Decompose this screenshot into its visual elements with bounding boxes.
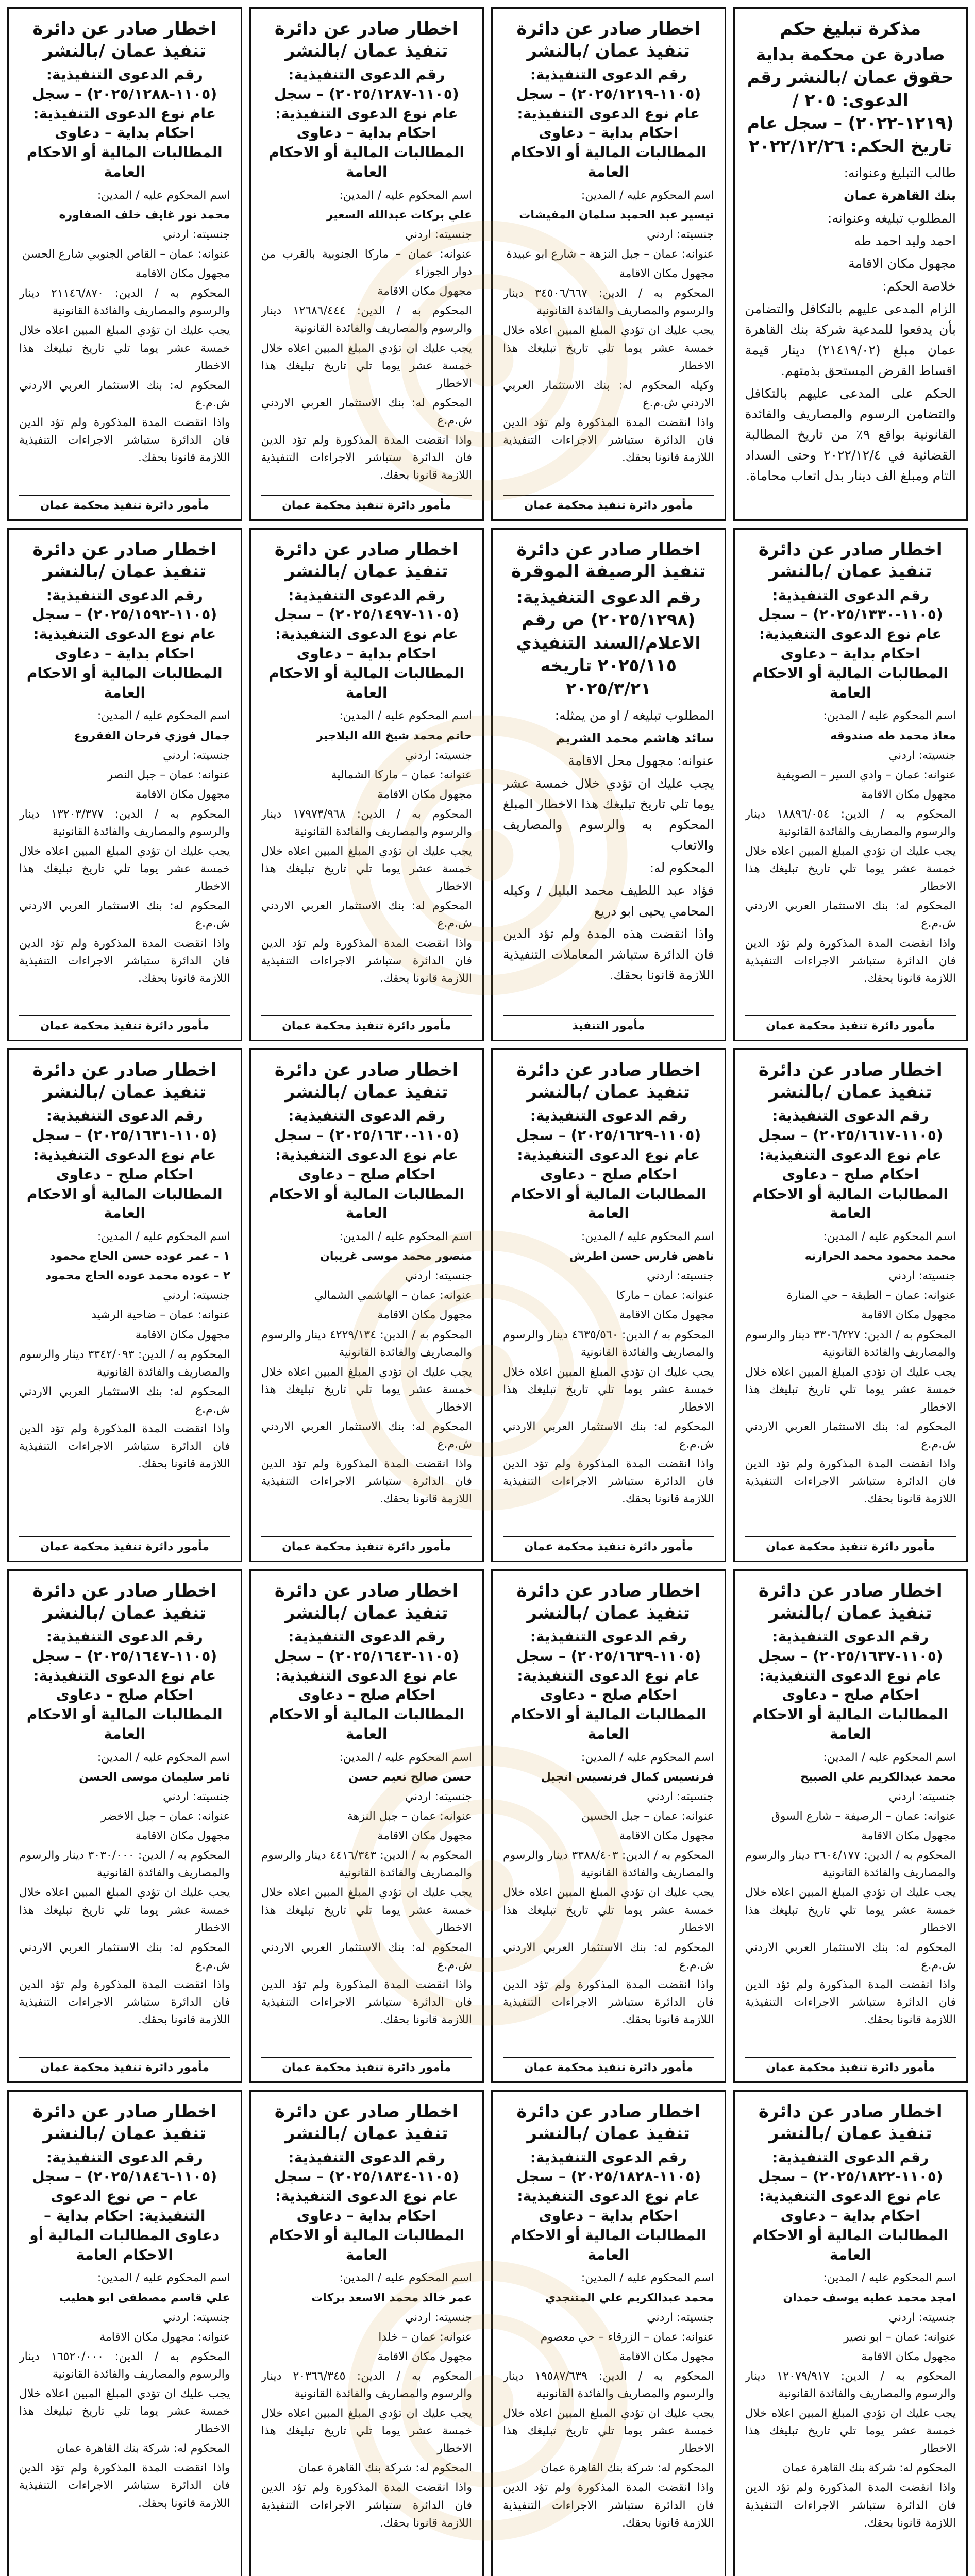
- notice-line: جنسيته: اردني: [888, 749, 956, 762]
- legal-notice: [491, 1048, 726, 1562]
- notice-title: اخطار صادر عن دائرة تنفيذ عمان /بالنشر: [32, 2101, 217, 2144]
- notice-line: فرنسيس كمال فرنسيس انجيل: [541, 1770, 714, 1784]
- notice-line: مجهول مكان الاقامة: [861, 1829, 956, 1843]
- legal-notice: [491, 528, 726, 1042]
- notice-line: المطلوب تبليغه وعنوانه:: [827, 211, 956, 226]
- notice-line: المحكوم له: بنك الاستثمار العربي الاردني ش.م.ع: [503, 1941, 714, 1972]
- notice-case-header: رقم الدعوى التنفيذية: (١١٠٥-٢٠٢٥/١٨٢٨) – سجل عام نوع الدعوى التنفيذية: احكام بداية – دعاوى المطالبات المالية أو الاحكام العامة: [510, 2148, 707, 2263]
- notice-line: المحكوم له: بنك الاستثمار العربي الاردني ش.م.ع: [745, 1941, 956, 1972]
- notice-line: عنوانه: عمان – خلدا: [378, 2330, 472, 2344]
- notice-signature: مأمور دائرة تنفيذ محكمة عمان: [745, 2057, 956, 2074]
- notice-title: اخطار صادر عن دائرة تنفيذ عمان /بالنشر: [32, 1581, 217, 1623]
- notice-line: المحكوم به / الدين: ٣٣٨٨/٤٠٣ دينار والرسوم والمصاريف والفائدة القانونية: [503, 1849, 714, 1880]
- notice-line: المحكوم له: شركة بنك القاهرة عمان: [540, 2462, 714, 2475]
- notice-line: المحكوم به / الدين: ١٣٢٠٣/٣٧٧ دينار والرسوم والمصاريف والفائدة القانونية: [19, 807, 230, 838]
- notice-line: عنوانه: عمان – جبل الحسين: [581, 1810, 714, 1823]
- notice-signature: مأمور التنفيذ: [503, 1015, 714, 1032]
- notice-line: يجب عليك ان تؤدي المبلغ المبين اعلاه خلال خمسة عشر يوما تلي تاريخ تبليغك هذا الاخطار: [745, 1365, 956, 1414]
- notice-body: [745, 2269, 956, 2573]
- notice-line: اسم المحكوم عليه / المدين:: [581, 1751, 714, 1764]
- notice-line: يجب عليك ان تؤدي المبلغ المبين اعلاه خلال خمسة عشر يوما تلي تاريخ تبليغك هذا الاخطار: [503, 2407, 714, 2455]
- notice-line: جنسيته: اردني: [405, 2311, 472, 2324]
- notice-line: جنسيته: اردني: [163, 1790, 230, 1803]
- notice-title: اخطار صادر عن دائرة تنفيذ عمان /بالنشر: [274, 19, 459, 61]
- notice-title: اخطار صادر عن دائرة تنفيذ عمان /بالنشر: [758, 1581, 943, 1623]
- notice-title: اخطار صادر عن دائرة تنفيذ عمان /بالنشر: [516, 2101, 701, 2144]
- notice-title: اخطار صادر عن دائرة تنفيذ عمان /بالنشر: [758, 539, 943, 582]
- notice-line: مجهول مكان الاقامة: [135, 1328, 230, 1342]
- notice-case-header: رقم الدعوى التنفيذية: (١١٠٥-٢٠٢٥/١٨٣٤) – سجل عام نوع الدعوى التنفيذية: احكام بداية – دعاوى المطالبات المالية أو الاحكام العامة: [268, 2148, 465, 2263]
- notice-line: واذا انقضت المدة المذكورة ولم تؤد الدين فان الدائرة ستباشر الاجراءات التنفيذية اللازمة قانونا بحقك.: [19, 416, 230, 465]
- notice-line: واذا انقضت المدة المذكورة ولم تؤد الدين فان الدائرة ستباشر الاجراءات التنفيذية اللازمة قانونا بحقك.: [261, 434, 472, 482]
- notice-line: يجب عليك ان تؤدي المبلغ المبين اعلاه خلال خمسة عشر يوما تلي تاريخ تبليغك هذا الاخطار: [503, 1886, 714, 1935]
- notice-line: جنسيته: اردني: [163, 228, 230, 241]
- notice-line: خلاصة الحكم:: [882, 279, 956, 294]
- notice-line: بنك القاهرة عمان: [844, 188, 956, 204]
- notice-line: المحكوم به / الدين: ٣٠٣٠/٠٠٠ دينار والرسوم والمصاريف والفائدة القانونية: [19, 1849, 230, 1880]
- notice-line: جنسيته: اردني: [888, 1269, 956, 1283]
- notice-line: طالب التبليغ وعنوانه:: [844, 165, 956, 181]
- notice-line: واذا انقضت المدة المذكورة ولم تؤد الدين فان الدائرة ستباشر الاجراءات التنفيذية اللازمة قانونا بحقك.: [503, 1978, 714, 2027]
- notice-line: يجب عليك ان تؤدي المبلغ المبين اعلاه خلال خمسة عشر يوما تلي تاريخ تبليغك هذا الاخطار: [261, 1886, 472, 1935]
- notice-line: المحكوم به / الدين: ٢٠٣٦٦/٣٤٥ دينار والرسوم والمصاريف والفائدة القانونية: [261, 2369, 472, 2400]
- notice-line: المحكوم به / الدين: ٤٤١٦/٣٤٣ دينار والرسوم والمصاريف والفائدة القانونية: [261, 1849, 472, 1880]
- legal-notice: [733, 2090, 968, 2576]
- notice-title: مذكرة تبليغ حكم: [780, 19, 921, 39]
- notice-line: اسم المحكوم عليه / المدين:: [339, 1751, 472, 1764]
- notice-line: واذا انقضت المدة المذكورة ولم تؤد الدين فان الدائرة ستباشر الاجراءات التنفيذية اللازمة قانونا بحقك.: [503, 2481, 714, 2530]
- notice-case-header: رقم الدعوى التنفيذية: (١١٠٥-٢٠٢٥/١٢٨٧) – سجل عام نوع الدعوى التنفيذية: احكام بداية – دعاوى المطالبات المالية أو الاحكام العامة: [268, 66, 465, 180]
- notice-line: المحكوم له: بنك الاستثمار العربي الاردني ش.م.ع: [19, 900, 230, 930]
- notice-signature: مأمور دائرة تنفيذ محكمة عمان: [261, 1536, 473, 1553]
- notice-line: جنسيته: اردني: [163, 2311, 230, 2324]
- notice-case-header: رقم الدعوى التنفيذية: (١١٠٥-٢٠٢٥/١٦١٧) – سجل عام نوع الدعوى التنفيذية: احكام صلح – دعاوى المطالبات المالية أو الاحكام العامة: [752, 1107, 949, 1222]
- notice-line: عنوانه: عمان – وادي السير – الصويفية: [776, 768, 956, 782]
- notice-line: اسم المحكوم عليه / المدين:: [97, 709, 230, 723]
- notice-line: المحكوم به / الدين: ١٢٦٨٦/٤٤٤ دينار والرسوم والمصاريف والفائدة القانونية: [261, 304, 472, 335]
- legal-notice: [7, 528, 242, 1042]
- notice-line: المحكوم به / الدين: ٢١١٤٦/٨٧٠ دينار والرسوم والمصاريف والفائدة القانونية: [19, 287, 230, 318]
- notice-line: اسم المحكوم عليه / المدين:: [581, 1230, 714, 1244]
- notice-line: المحكوم له: بنك الاستثمار العربي الاردني ش.م.ع: [19, 1385, 230, 1416]
- notice-case-header: رقم الدعوى التنفيذية: (١١٠٥-٢٠٢٥/١٢١٩) – سجل عام نوع الدعوى التنفيذية: احكام بداية – دعاوى المطالبات المالية أو الاحكام العامة: [510, 66, 707, 180]
- notice-line: المحكوم له: شركة بنك القاهرة عمان: [782, 2462, 956, 2475]
- notice-line: اسم المحكوم عليه / المدين:: [581, 2272, 714, 2285]
- notice-line: معاذ محمد طه صندوقه: [830, 729, 956, 742]
- notice-case-header: صادرة عن محكمة بداية حقوق عمان /بالنشر رقم الدعوى: ٢٠٥ / (١٢١٩-٢٠٢٢) – سجل عام تاريخ الحكم: ٢٠٢٢/١٢/٢٦: [747, 44, 954, 156]
- notice-line: محمد عبدالكريم علي المتنجدي: [545, 2291, 714, 2304]
- notice-title: اخطار صادر عن دائرة تنفيذ عمان /بالنشر: [274, 1581, 459, 1623]
- notice-line: مجهول مكان الاقامة: [861, 2350, 956, 2363]
- notice-line: جنسيته: اردني: [647, 1269, 714, 1283]
- notice-signature: مأمور دائرة تنفيذ محكمة عمان: [261, 495, 473, 512]
- notice-line: يجب عليك ان تؤدي المبلغ المبين اعلاه خلال خمسة عشر يوما تلي تاريخ تبليغك هذا الاخطار: [261, 845, 472, 893]
- notice-line: محمد عبدالكريم علي الصبيح: [800, 1770, 956, 1784]
- notice-line: علي قاسم مصطفى ابو هطيب: [59, 2291, 230, 2304]
- notice-line: جنسيته: اردني: [405, 228, 472, 241]
- notice-case-header: رقم الدعوى التنفيذية: (١١٠٥-٢٠٢٥/١٨٤٦) – سجل عام – ص نوع الدعوى التنفيذية: احكام بداية – دعاوى المطالبات المالية أو الاحكام العامة: [29, 2148, 220, 2263]
- notice-body: [503, 1228, 714, 1532]
- notice-line: اسم المحكوم عليه / المدين:: [823, 709, 956, 723]
- notice-body: [19, 1228, 230, 1532]
- notice-line: ثامر سليمان موسى الحسن: [79, 1770, 230, 1784]
- notice-body: [261, 187, 473, 491]
- notice-line: يجب عليك ان تؤدي المبلغ المبين اعلاه خلال خمسة عشر يوما تلي تاريخ تبليغك هذا الاخطار: [261, 342, 472, 390]
- notice-body: [503, 187, 714, 491]
- notice-line: المحكوم به / الدين: ٤٢٢٩/١٣٤ دينار والرسوم والمصاريف والفائدة القانونية: [261, 1328, 472, 1359]
- notice-line: جمال فوزي فرحان الفقروع: [74, 729, 230, 742]
- notice-title: اخطار صادر عن دائرة تنفيذ عمان /بالنشر: [516, 19, 701, 61]
- notice-line: واذا انقضت المدة المذكورة ولم تؤد الدين فان الدائرة ستباشر الاجراءات التنفيذية اللازمة قانونا بحقك.: [19, 1422, 230, 1471]
- notice-line: احمد وليد احمد طه: [854, 233, 956, 249]
- notice-line: مجهول مكان الاقامة: [848, 256, 956, 272]
- notice-line: مجهول مكان الاقامة: [619, 1309, 714, 1322]
- notice-line: عنوانه: عمان – جبل النزهة – شارع ابو عبيدة: [506, 248, 714, 261]
- notice-line: جنسيته: اردني: [888, 1790, 956, 1803]
- notice-body: [19, 1749, 230, 2053]
- notice-line: سائد هاشم محمد الشريم: [556, 731, 714, 746]
- notice-line: واذا انقضت المدة المذكورة ولم تؤد الدين فان الدائرة ستباشر الاجراءات التنفيذية اللازمة قانونا بحقك.: [261, 1978, 472, 2027]
- notice-body: [261, 707, 473, 1011]
- notice-line: مجهول مكان الاقامة: [377, 1829, 472, 1843]
- notice-line: مجهول مكان الاقامة: [377, 1309, 472, 1322]
- notice-title: اخطار صادر عن دائرة تنفيذ عمان /بالنشر: [758, 2101, 943, 2144]
- notice-line: واذا انقضت المدة المذكورة ولم تؤد الدين فان الدائرة ستباشر الاجراءات التنفيذية اللازمة قانونا بحقك.: [745, 1978, 956, 2027]
- notice-body: [261, 1228, 473, 1532]
- notice-line: اسم المحكوم عليه / المدين:: [339, 1230, 472, 1244]
- notice-line: المحكوم له: شركة بنك القاهرة عمان: [56, 2442, 230, 2455]
- notice-line: مجهول مكان الاقامة: [135, 267, 230, 281]
- notice-line: يجب عليك ان تؤدي المبلغ المبين اعلاه خلال خمسة عشر يوما تلي تاريخ تبليغك هذا الاخطار: [745, 2407, 956, 2455]
- notice-line: واذا انقضت المدة المذكورة ولم تؤد الدين فان الدائرة ستباشر الاجراءات التنفيذية اللازمة قانونا بحقك.: [745, 2481, 956, 2530]
- notice-line: المحكوم له: بنك الاستثمار العربي الاردني ش.م.ع: [261, 396, 472, 427]
- notice-line: مجهول مكان الاقامة: [861, 1309, 956, 1322]
- notice-line: اسم المحكوم عليه / المدين:: [97, 2272, 230, 2285]
- notice-line: ٢ – عوده محمد عوده الحاج محمود: [45, 1269, 230, 1283]
- notice-line: عنوانه: عمان – القاص الجنوبي شارع الحسن: [22, 248, 230, 261]
- notice-title: اخطار صادر عن دائرة تنفيذ عمان /بالنشر: [32, 19, 217, 61]
- notice-line: مجهول مكان الاقامة: [377, 788, 472, 801]
- notice-title: اخطار صادر عن دائرة تنفيذ عمان /بالنشر: [274, 539, 459, 582]
- notice-line: المحكوم له: بنك الاستثمار العربي الاردني ش.م.ع: [745, 1420, 956, 1451]
- notice-title: اخطار صادر عن دائرة تنفيذ عمان /بالنشر: [516, 1060, 701, 1103]
- notice-line: عنوانه: عمان – ماركا الشمالية: [331, 768, 472, 782]
- notice-line: يجب عليك ان تؤدي المبلغ المبين اعلاه خلال خمسة عشر يوما تلي تاريخ تبليغك هذا الاخطار: [503, 1365, 714, 1414]
- notice-signature: مأمور دائرة تنفيذ محكمة عمان: [19, 2057, 230, 2074]
- notice-line: واذا انقضت المدة المذكورة ولم تؤد الدين فان الدائرة ستباشر الاجراءات التنفيذية اللازمة قانونا بحقك.: [261, 937, 472, 985]
- notice-body: [503, 705, 714, 1011]
- notice-case-header: رقم الدعوى التنفيذية: (١١٠٥-٢٠٢٥/١٦٢٩) – سجل عام نوع الدعوى التنفيذية: احكام صلح – دعاوى المطالبات المالية أو الاحكام العامة: [510, 1107, 707, 1222]
- notice-line: يجب عليك ان تؤدي المبلغ المبين اعلاه خلال خمسة عشر يوما تلي تاريخ تبليغك هذا الاخطار: [261, 2407, 472, 2455]
- notice-line: مجهول مكان الاقامة: [619, 2350, 714, 2363]
- notice-signature: مأمور دائرة تنفيذ محكمة عمان: [503, 2057, 714, 2074]
- notice-line: امجد محمد عطيه يوسف حمدان: [783, 2291, 956, 2304]
- notice-line: جنسيته: اردني: [163, 749, 230, 762]
- notice-line: المحكوم له: بنك الاستثمار العربي الاردني ش.م.ع: [19, 379, 230, 410]
- notice-line: حسن صالح نعيم حسن: [348, 1770, 472, 1784]
- notice-title: اخطار صادر عن دائرة تنفيذ عمان /بالنشر: [758, 1060, 943, 1103]
- legal-notice: [7, 2090, 242, 2576]
- notice-case-header: رقم الدعوى التنفيذية: (٢٠٢٥/١٢٩٨) ص رقم الاعلام/السند التنفيذي ٢٠٢٥/١١٥ تاريخه ٢٠٢٥/٣/٢١: [516, 586, 701, 699]
- notice-line: مجهول مكان الاقامة: [135, 1829, 230, 1843]
- legal-notice: [733, 528, 968, 1042]
- notice-line: عنوانه: عمان – ابو نصير: [844, 2330, 956, 2344]
- notice-line: جنسيته: اردني: [405, 1269, 472, 1283]
- notice-line: واذا انقضت المدة المذكورة ولم تؤد الدين فان الدائرة ستباشر الاجراءات التنفيذية اللازمة قانونا بحقك.: [261, 2481, 472, 2530]
- legal-notice: [7, 1048, 242, 1562]
- notice-case-header: رقم الدعوى التنفيذية: (١١٠٥-٢٠٢٥/١٦٤٣) – سجل عام نوع الدعوى التنفيذية: احكام صلح – دعاوى المطالبات المالية أو الاحكام العامة: [268, 1628, 465, 1742]
- notice-line: يجب عليك ان تؤدي المبلغ المبين اعلاه خلال خمسة عشر يوما تلي تاريخ تبليغك هذا الاخطار: [503, 324, 714, 372]
- notice-body: [261, 2269, 473, 2573]
- notice-line: مجهول مكان الاقامة: [377, 285, 472, 298]
- notice-line: المحكوم به / الدين: ٣٤٥٠٦/٦٦٧ دينار والرسوم والمصاريف والفائدة القانونية: [503, 287, 714, 318]
- notice-line: اسم المحكوم عليه / المدين:: [339, 2272, 472, 2285]
- notice-line: يجب عليك ان تؤدي المبلغ المبين اعلاه خلال خمسة عشر يوما تلي تاريخ تبليغك هذا الاخطار: [261, 1365, 472, 1414]
- notice-line: عنوانه: مجهول مكان الاقامة: [99, 2330, 230, 2344]
- notice-body: [745, 1228, 956, 1532]
- legal-notice: [491, 1569, 726, 2083]
- notice-line: واذا انقضت هذه المدة ولم تؤد الدين فان الدائرة ستباشر المعاملات التنفيذية اللازمة قانونا بحقك.: [503, 926, 714, 983]
- notice-line: مجهول مكان الاقامة: [377, 2350, 472, 2363]
- notice-line: اسم المحكوم عليه / المدين:: [97, 189, 230, 202]
- notice-line: المحكوم له: شركة بنك القاهرة عمان: [298, 2462, 472, 2475]
- notice-signature: مأمور دائرة تنفيذ محكمة عمان: [19, 1536, 230, 1553]
- notice-case-header: رقم الدعوى التنفيذية: (١١٠٥-٢٠٢٥/١٦٣٠) – سجل عام نوع الدعوى التنفيذية: احكام صلح – دعاوى المطالبات المالية أو الاحكام العامة: [268, 1107, 465, 1222]
- notice-line: حاتم محمد شيخ الله اليلاجير: [316, 729, 472, 742]
- notice-line: عنوانه: عمان – الزرقاء – حي معصوم: [540, 2330, 714, 2344]
- notice-line: المحكوم به / الدين: ٣٣٤٢/٠٩٣ دينار والرسوم والمصاريف والفائدة القانونية: [19, 1348, 230, 1379]
- notice-line: واذا انقضت المدة المذكورة ولم تؤد الدين فان الدائرة ستباشر الاجراءات التنفيذية اللازمة قانونا بحقك.: [745, 937, 956, 985]
- notice-body: [745, 163, 956, 512]
- notice-line: محمد محمود محمد الحرازنه: [804, 1250, 956, 1263]
- notice-line: عمر خالد محمد الاسعد بركات: [311, 2291, 472, 2304]
- notice-line: مجهول مكان الاقامة: [861, 788, 956, 801]
- notice-line: المطلوب تبليغه / او من يمثله:: [554, 708, 714, 723]
- notice-signature: مأمور دائرة تنفيذ محكمة عمان: [261, 1015, 473, 1032]
- notice-line: واذا انقضت المدة المذكورة ولم تؤد الدين فان الدائرة ستباشر الاجراءات التنفيذية اللازمة قانونا بحقك.: [503, 416, 714, 465]
- notice-signature: مأمور دائرة تنفيذ محكمة عمان: [745, 1536, 956, 1553]
- notice-line: المحكوم به / الدين: ١٦٥٢٠/٠٠٠ دينار والرسوم والمصاريف والفائدة القانونية: [19, 2350, 230, 2381]
- notice-line: جنسيته: اردني: [647, 1790, 714, 1803]
- notice-line: محمد نور غايف خلف الصفاوره: [59, 208, 230, 222]
- notice-line: اسم المحكوم عليه / المدين:: [823, 1230, 956, 1244]
- legal-notice: [733, 1569, 968, 2083]
- legal-notice: [7, 1569, 242, 2083]
- notice-line: عنوانه: عمان – الطبقة – حي المنارة: [786, 1289, 956, 1302]
- notice-line: اسم المحكوم عليه / المدين:: [97, 1230, 230, 1244]
- notice-signature: مأمور دائرة تنفيذ محكمة عمان: [503, 1536, 714, 1553]
- notice-line: المحكوم به / الدين: ١٢٠٧٩/٩١٧ دينار والرسوم والمصاريف والفائدة القانونية: [745, 2369, 956, 2400]
- notice-body: [745, 707, 956, 1011]
- notice-line: اسم المحكوم عليه / المدين:: [97, 1751, 230, 1764]
- notice-body: [745, 1749, 956, 2053]
- notice-line: المحكوم له: بنك الاستثمار العربي الاردني ش.م.ع: [261, 900, 472, 930]
- notice-line: المحكوم به / الدين: ٤٦٣٥/٥٦٠ دينار والرسوم والمصاريف والفائدة القانونية: [503, 1328, 714, 1359]
- notice-line: المحكوم به / الدين: ٣٦٠٤/١٧٧ دينار والرسوم والمصاريف والفائدة القانونية: [745, 1849, 956, 1880]
- notice-line: المحكوم له:: [649, 860, 714, 876]
- notice-line: واذا انقضت المدة المذكورة ولم تؤد الدين فان الدائرة ستباشر الاجراءات التنفيذية اللازمة قانونا بحقك.: [503, 1458, 714, 1506]
- notice-title: اخطار صادر عن دائرة تنفيذ عمان /بالنشر: [516, 1581, 701, 1623]
- notice-body: [261, 1749, 473, 2053]
- notice-line: المحكوم له: بنك الاستثمار العربي الاردني ش.م.ع: [745, 900, 956, 930]
- notice-line: يجب عليك ان تؤدي المبلغ المبين اعلاه خلال خمسة عشر يوما تلي تاريخ تبليغك هذا الاخطار: [19, 324, 230, 372]
- notice-line: المحكوم له: بنك الاستثمار العربي الاردني ش.م.ع: [503, 1420, 714, 1451]
- notice-line: عنوانه: عمان – ضاحية الرشيد: [91, 1309, 230, 1322]
- notice-case-header: رقم الدعوى التنفيذية: (١١٠٥-٢٠٢٥/١٦٣٧) – سجل عام نوع الدعوى التنفيذية: احكام صلح – دعاوى المطالبات المالية أو الاحكام العامة: [752, 1628, 949, 1742]
- notice-line: ناهض فارس حسن اطرش: [569, 1250, 714, 1263]
- legal-notice: [249, 528, 484, 1042]
- notice-line: مجهول مكان الاقامة: [619, 267, 714, 281]
- notice-line: مجهول مكان الاقامة: [619, 1829, 714, 1843]
- classifieds-page: [7, 7, 968, 2576]
- notice-line: المحكوم به / الدين: ٣٣٠٦/٢٢٧ دينار والرسوم والمصاريف والفائدة القانونية: [745, 1328, 956, 1359]
- notice-line: اسم المحكوم عليه / المدين:: [823, 1751, 956, 1764]
- legal-notice: [7, 7, 242, 521]
- notice-line: واذا انقضت المدة المذكورة ولم تؤد الدين فان الدائرة ستباشر الاجراءات التنفيذية اللازمة قانونا بحقك.: [19, 1978, 230, 2027]
- notice-signature: مأمور دائرة تنفيذ محكمة عمان: [19, 495, 230, 512]
- notice-body: [503, 2269, 714, 2573]
- notice-line: الحكم على المدعى عليهم بالتكافل والتضامن الرسوم والمصاريف والفائدة القانونية بواقع ٩٪ من تاريخ المطالبة القضائية في ٢٠٢٢/١٢/٤ وحتى السداد التام ومبلغ الف دينار بدل اتعاب محاماة.: [745, 386, 956, 484]
- legal-notice: [249, 1569, 484, 2083]
- notice-case-header: رقم الدعوى التنفيذية: (١١٠٥-٢٠٢٥/١٦٣١) – سجل عام نوع الدعوى التنفيذية: احكام صلح – دعاوى المطالبات المالية أو الاحكام العامة: [26, 1107, 223, 1222]
- notice-line: عنوانه: عمان – جبل النزهة: [347, 1810, 472, 1823]
- notice-line: واذا انقضت المدة المذكورة ولم تؤد الدين فان الدائرة ستباشر الاجراءات التنفيذية اللازمة قانونا بحقك.: [19, 937, 230, 985]
- notice-line: واذا انقضت المدة المذكورة ولم تؤد الدين فان الدائرة ستباشر الاجراءات التنفيذية اللازمة قانونا بحقك.: [745, 1458, 956, 1506]
- notice-line: واذا انقضت المدة المذكورة ولم تؤد الدين فان الدائرة ستباشر الاجراءات التنفيذية اللازمة قانونا بحقك.: [19, 2462, 230, 2510]
- notice-line: المحكوم به / الدين: ١٩٥٨٧/٦٣٩ دينار والرسوم والمصاريف والفائدة القانونية: [503, 2369, 714, 2400]
- notice-case-header: رقم الدعوى التنفيذية: (١١٠٥-٢٠٢٥/١٥٩٢) – سجل عام نوع الدعوى التنفيذية: احكام بداية – دعاوى المطالبات المالية أو الاحكام العامة: [26, 586, 223, 701]
- notice-body: [19, 707, 230, 1011]
- notice-line: المحكوم به / الدين: ١٨٨٩٦/٠٥٤ دينار والرسوم والمصاريف والفائدة القانونية: [745, 807, 956, 838]
- notice-line: يجب عليك ان تؤدي المبلغ المبين اعلاه خلال خمسة عشر يوما تلي تاريخ تبليغك هذا الاخطار: [19, 1886, 230, 1935]
- notice-line: يجب عليك ان تؤدي المبلغ المبين اعلاه خلال خمسة عشر يوما تلي تاريخ تبليغك هذا الاخطار: [745, 1886, 956, 1935]
- notice-case-header: رقم الدعوى التنفيذية: (١١٠٥-٢٠٢٥/١٦٤٧) – سجل عام نوع الدعوى التنفيذية: احكام صلح – دعاوى المطالبات المالية أو الاحكام العامة: [26, 1628, 223, 1742]
- notice-line: يجب عليك ان تؤدي خلال خمسة عشر يوما تلي تاريخ تبليغك هذا الاخطار المبلغ المحكوم به والرسوم والمصاريف والاتعاب: [503, 776, 714, 853]
- notice-title: اخطار صادر عن دائرة تنفيذ الرصيفة الموقرة: [511, 539, 706, 582]
- notice-line: واذا انقضت المدة المذكورة ولم تؤد الدين فان الدائرة ستباشر الاجراءات التنفيذية اللازمة قانونا بحقك.: [261, 1458, 472, 1506]
- notice-line: جنسيته: اردني: [647, 2311, 714, 2324]
- legal-notice: [491, 2090, 726, 2576]
- notice-line: علي بركات عبدالله السعير: [326, 208, 472, 222]
- notice-case-header: رقم الدعوى التنفيذية: (١١٠٥-٢٠٢٥/١٣٣٠) – سجل عام نوع الدعوى التنفيذية: احكام بداية – دعاوى المطالبات المالية أو الاحكام العامة: [752, 586, 949, 701]
- notice-body: [19, 187, 230, 491]
- notice-line: عنوانه: عمان – الرصيفة – شارع السوق: [771, 1810, 956, 1823]
- legal-notice: [249, 2090, 484, 2576]
- notice-line: تيسير عبد الحميد سلمان المفيشات: [519, 208, 714, 222]
- notice-case-header: رقم الدعوى التنفيذية: (١١٠٥-٢٠٢٥/١٤٩٧) – سجل عام نوع الدعوى التنفيذية: احكام بداية – دعاوى المطالبات المالية أو الاحكام العامة: [268, 586, 465, 701]
- notice-line: الزام المدعى عليهم بالتكافل والتضامن بأن يدفعوا للمدعية شركة بنك القاهرة عمان مبلغ (٢١٤١٩/٠٢) دينار قيمة اقساط القرض المستحق بذمتهم.: [745, 301, 956, 379]
- notice-line: المحكوم له: بنك الاستثمار العربي الاردني ش.م.ع: [19, 1941, 230, 1972]
- notice-line: عنوانه: عمان – الهاشمي الشمالي: [314, 1289, 472, 1302]
- notice-line: يجب عليك ان تؤدي المبلغ المبين اعلاه خلال خمسة عشر يوما تلي تاريخ تبليغك هذا الاخطار: [19, 2387, 230, 2436]
- notice-line: ١ – عمر عوده حسن الحاج محمود: [49, 1250, 230, 1263]
- notice-line: جنسيته: اردني: [405, 749, 472, 762]
- notice-body: [503, 1749, 714, 2053]
- notice-line: يجب عليك ان تؤدي المبلغ المبين اعلاه خلال خمسة عشر يوما تلي تاريخ تبليغك هذا الاخطار: [19, 845, 230, 893]
- notice-line: يجب عليك ان تؤدي المبلغ المبين اعلاه خلال خمسة عشر يوما تلي تاريخ تبليغك هذا الاخطار: [745, 845, 956, 893]
- notice-line: منصور محمد موسى غريبان: [320, 1250, 472, 1263]
- notice-title: اخطار صادر عن دائرة تنفيذ عمان /بالنشر: [274, 1060, 459, 1103]
- notice-body: [19, 2269, 230, 2573]
- notice-line: عنوانه: عمان – ماركا: [616, 1289, 714, 1302]
- notice-line: فؤاد عبد اللطيف محمد البليل / وكيله المحامي يحيى ابو دريع: [503, 883, 714, 919]
- notice-line: وكيله المحكوم له: بنك الاستثمار العربي الاردني ش.م.ع: [503, 379, 714, 410]
- notice-line: مجهول مكان الاقامة: [135, 788, 230, 801]
- notice-line: اسم المحكوم عليه / المدين:: [823, 2272, 956, 2285]
- notice-line: المحكوم به / الدين: ١٧٩٧٣/٩٦٨ دينار والرسوم والمصاريف والفائدة القانونية: [261, 807, 472, 838]
- notice-line: اسم المحكوم عليه / المدين:: [339, 709, 472, 723]
- legal-notice: [249, 1048, 484, 1562]
- notice-line: المحكوم له: بنك الاستثمار العربي الاردني ش.م.ع: [261, 1420, 472, 1451]
- notice-line: عنوانه: عمان – ماركا الجنوبية بالقرب من دوار الجوزاء: [261, 248, 472, 279]
- notice-line: اسم المحكوم عليه / المدين:: [339, 189, 472, 202]
- notice-title: اخطار صادر عن دائرة تنفيذ عمان /بالنشر: [274, 2101, 459, 2144]
- notice-signature: مأمور دائرة تنفيذ محكمة عمان: [261, 2057, 473, 2074]
- notice-line: اسم المحكوم عليه / المدين:: [581, 189, 714, 202]
- legal-notice: [733, 7, 968, 521]
- notice-line: جنسيته: اردني: [405, 1790, 472, 1803]
- notice-line: المحكوم له: بنك الاستثمار العربي الاردني ش.م.ع: [261, 1941, 472, 1972]
- notice-line: جنسيته: اردني: [888, 2311, 956, 2324]
- notice-line: جنسيته: اردني: [163, 1289, 230, 1302]
- notice-case-header: رقم الدعوى التنفيذية: (١١٠٥-٢٠٢٥/١٨٢٢) – سجل عام نوع الدعوى التنفيذية: احكام بداية – دعاوى المطالبات المالية أو الاحكام العامة: [752, 2148, 949, 2263]
- notice-signature: مأمور دائرة تنفيذ محكمة عمان: [503, 495, 714, 512]
- notice-title: اخطار صادر عن دائرة تنفيذ عمان /بالنشر: [32, 1060, 217, 1103]
- notice-case-header: رقم الدعوى التنفيذية: (١١٠٥-٢٠٢٥/١٢٨٨) – سجل عام نوع الدعوى التنفيذية: احكام بداية – دعاوى المطالبات المالية أو الاحكام العامة: [26, 66, 223, 180]
- notice-line: عنوانه: مجهول محل الاقامة: [568, 753, 714, 769]
- notice-line: جنسيته: اردني: [647, 228, 714, 241]
- notice-line: عنوانه: عمان – جبل النصر: [107, 768, 230, 782]
- legal-notice: [249, 7, 484, 521]
- notice-line: عنوانه: عمان – جبل الاخضر: [100, 1810, 230, 1823]
- notice-title: اخطار صادر عن دائرة تنفيذ عمان /بالنشر: [32, 539, 217, 582]
- notice-signature: مأمور دائرة تنفيذ محكمة عمان: [19, 1015, 230, 1032]
- notice-signature: مأمور دائرة تنفيذ محكمة عمان: [745, 1015, 956, 1032]
- notice-case-header: رقم الدعوى التنفيذية: (١١٠٥-٢٠٢٥/١٦٣٩) – سجل عام نوع الدعوى التنفيذية: احكام صلح – دعاوى المطالبات المالية أو الاحكام العامة: [510, 1628, 707, 1742]
- legal-notice: [491, 7, 726, 521]
- legal-notice: [733, 1048, 968, 1562]
